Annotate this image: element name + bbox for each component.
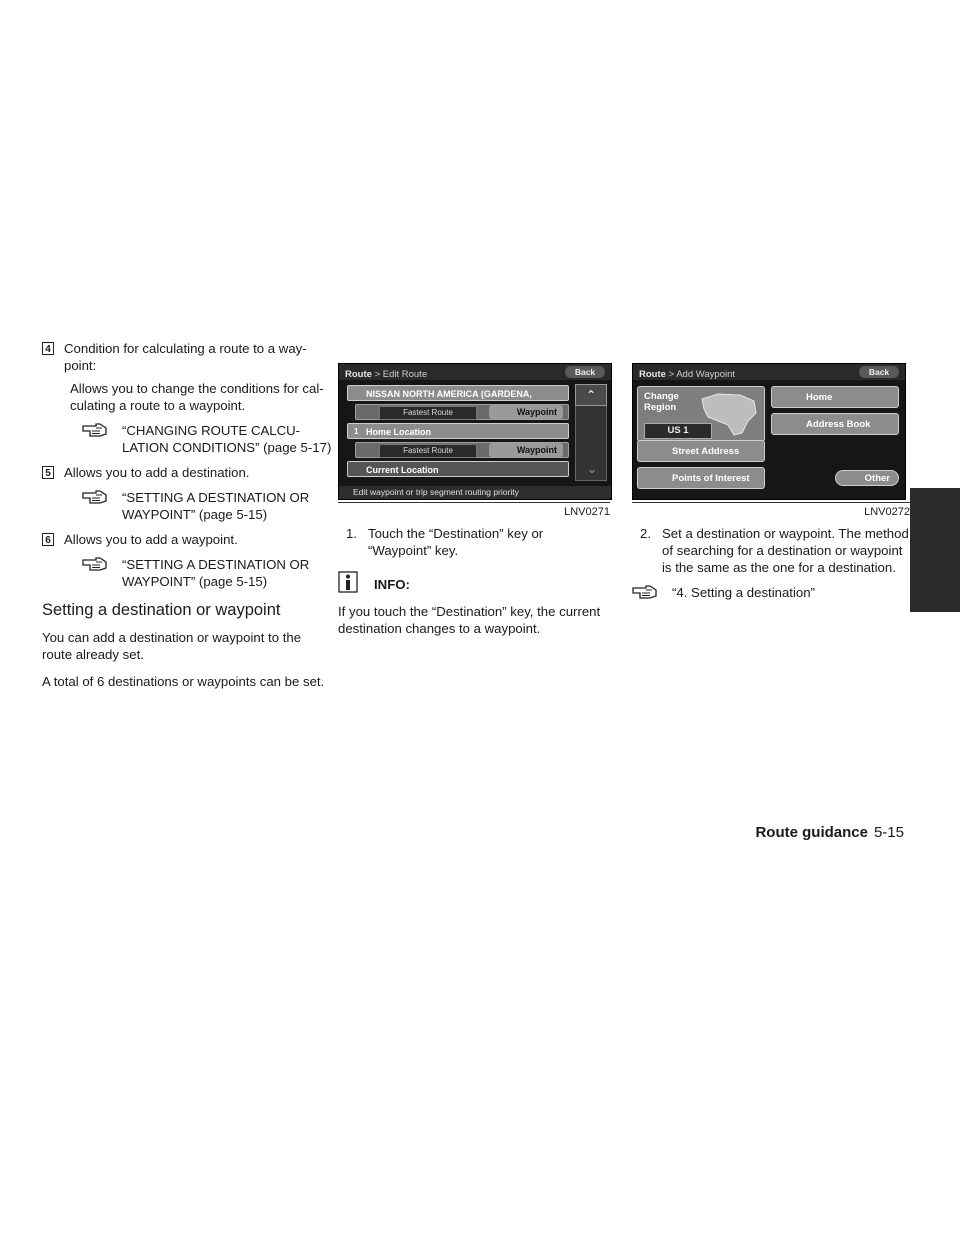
back-button[interactable]: Back — [859, 366, 899, 378]
reference-text: “CHANGING ROUTE CALCU- LATION CONDITIONS” (page 5-17) — [122, 423, 332, 455]
reference-text: “4. Setting a destination” — [672, 585, 815, 600]
home-location-row[interactable]: 1 Home Location — [347, 423, 569, 439]
region-value: US 1 — [644, 423, 712, 439]
reference-text: “SETTING A DESTINATION OR WAYPOINT” (page 5-15) — [122, 490, 310, 522]
column-left — [42, 340, 332, 700]
item-number-badge: 6 — [42, 533, 54, 546]
image-code: LNV0271 — [338, 502, 610, 521]
info-label: INFO: — [374, 576, 410, 592]
step-1: 1. Touch the “Destination” key or “Waypoint” key. — [338, 525, 610, 559]
destination-row[interactable]: NISSAN NORTH AMERICA (GARDENA, — [347, 385, 569, 401]
reference — [632, 584, 910, 601]
reference — [82, 556, 332, 590]
list-item-6 — [42, 531, 332, 548]
pointing-hand-icon — [632, 584, 672, 601]
waypoint-button[interactable]: Waypoint — [489, 443, 563, 457]
item-title: Condition for calculating a route to a way- point: — [64, 341, 307, 373]
chapter-tab — [910, 488, 960, 612]
breadcrumb: Route > Add Waypoint — [639, 369, 736, 380]
list-item-5 — [42, 464, 332, 481]
pointing-hand-icon — [82, 556, 122, 590]
screen-header — [633, 364, 905, 380]
route-condition-pill[interactable]: Fastest Route — [379, 444, 477, 458]
screen-header — [339, 364, 611, 380]
breadcrumb: Route > Edit Route — [345, 369, 428, 380]
paragraph: You can add a destination or waypoint to the route already set. — [42, 630, 302, 662]
item-title: Allows you to add a waypoint. — [64, 532, 238, 547]
address-book-button[interactable]: Address Book — [771, 413, 899, 435]
home-button[interactable]: Home — [771, 386, 899, 408]
section-heading: Setting a destination or waypoint — [42, 601, 281, 619]
other-button[interactable]: Other — [835, 470, 899, 486]
step-2: 2. Set a destination or waypoint. The method of searching for a destination or waypoint is the same as the one for a destination. — [640, 526, 909, 575]
column-right — [632, 340, 910, 609]
step-text: Touch the “Destination” key or “Waypoint” key. — [368, 526, 544, 558]
list-item-4 — [42, 340, 332, 374]
change-region-button[interactable]: Change Region US 1 — [637, 386, 765, 442]
current-location-row[interactable]: Current Location — [347, 461, 569, 477]
info-note — [338, 571, 610, 597]
item-number-badge: 5 — [42, 466, 54, 479]
points-of-interest-button[interactable]: Points of Interest — [637, 467, 765, 489]
column-middle — [338, 340, 610, 637]
page-footer — [755, 824, 904, 841]
scroll-down-icon[interactable]: ⌄ — [586, 462, 598, 476]
item-number-badge: 4 — [42, 342, 54, 355]
info-icon — [338, 571, 358, 597]
add-waypoint-screenshot — [632, 363, 906, 500]
hint-bar: Edit waypoint or trip segment routing priority — [339, 486, 611, 499]
item-title: Allows you to add a destination. — [64, 465, 250, 480]
scroll-up-icon[interactable]: ⌃ — [575, 384, 607, 406]
page-number: 5-15 — [873, 824, 904, 841]
reference — [82, 422, 332, 456]
waypoint-button[interactable]: Waypoint — [489, 405, 563, 419]
image-code: LNV0272 — [632, 502, 910, 521]
paragraph: A total of 6 destinations or waypoints can be set. — [42, 674, 325, 689]
step-text: Set a destination or waypoint. The method of searching for a destination or waypoint is the same as the one for a destination. — [662, 526, 909, 575]
route-condition-pill[interactable]: Fastest Route — [379, 406, 477, 420]
back-button[interactable]: Back — [565, 366, 605, 378]
reference-text: “SETTING A DESTINATION OR WAYPOINT” (page 5-15) — [122, 557, 310, 589]
info-text: If you touch the “Destination” key, the current destination changes to a waypoint. — [338, 604, 601, 636]
footer-title: Route guidance — [755, 824, 868, 841]
pointing-hand-icon — [82, 489, 122, 523]
street-address-button[interactable]: Street Address — [637, 440, 765, 462]
edit-route-screenshot — [338, 363, 612, 500]
reference — [82, 489, 332, 523]
pointing-hand-icon — [82, 422, 122, 456]
item-description: Allows you to change the conditions for cal- culating a route to a waypoint. — [70, 381, 324, 413]
